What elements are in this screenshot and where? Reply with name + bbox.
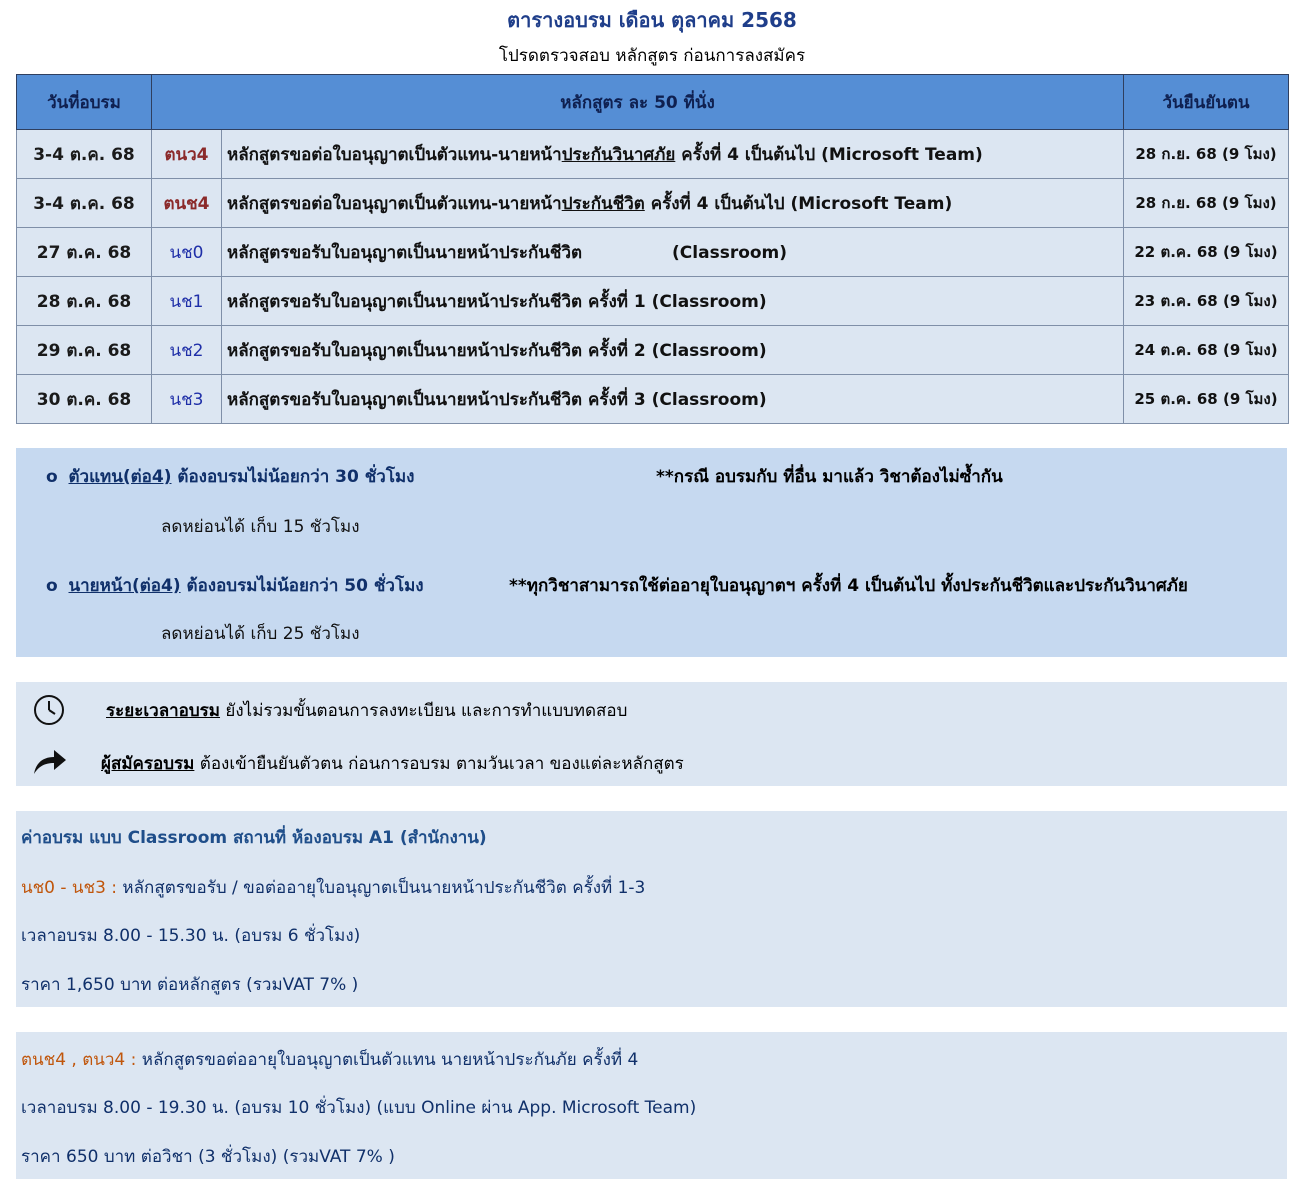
online-price: ราคา 650 บาท ต่อวิชา (3 ชั่วโมง) (รวมVAT 7% ): [21, 1147, 395, 1167]
table-row: [17, 375, 1289, 424]
row-code: นช0: [152, 228, 222, 277]
row-course: หลักสูตรขอรับใบอนุญาตเป็นนายหน้าประกันชีวิต ครั้งที่ 2 (Classroom): [222, 326, 1124, 375]
online-fee-panel: [16, 1032, 1287, 1179]
course-text: หลักสูตรขอต่อใบอนุญาตเป็นตัวแทน-นายหน้า: [227, 193, 562, 214]
broker-reduce: ลดหย่อนได้ เก็บ 25 ชัวโมง: [161, 624, 360, 644]
course-text: หลักสูตรขอรับใบอนุญาตเป็นนายหน้าประกันชีวิต: [227, 242, 583, 263]
classroom-heading: ค่าอบรม แบบ Classroom สถานที่ ห้องอบรม A1 (สำนักงาน): [21, 828, 487, 848]
row-date: 29 ต.ค. 68: [17, 326, 152, 375]
course-suffix: (Classroom): [672, 242, 788, 263]
classroom-price: ราคา 1,650 บาท ต่อหลักสูตร (รวมVAT 7% ): [21, 975, 359, 995]
broker-hours-line: [46, 572, 424, 599]
broker-hours-text: ต้องอบรมไม่น้อยกว่า 50 ชั่วโมง: [180, 576, 424, 596]
course-suffix: ครั้งที่ 4 เป็นต้นไป (Microsoft Team): [675, 144, 983, 165]
classroom-time: เวลาอบรม 8.00 - 15.30 น. (อบรม 6 ชั่วโมง): [21, 926, 361, 946]
row-date: 27 ต.ค. 68: [17, 228, 152, 277]
row-date: 3-4 ต.ค. 68: [17, 130, 152, 179]
row-confirm-date: 22 ต.ค. 68 (9 โมง): [1124, 228, 1289, 277]
row-confirm-date: 28 ก.ย. 68 (9 โมง): [1124, 130, 1289, 179]
classroom-courses: [21, 874, 645, 901]
bullet: o: [46, 467, 58, 487]
applicant-text: ต้องเข้ายืนยันตัวตน ก่อนการอบรม ตามวันเวลา ของแต่ละหลักสูตร: [194, 754, 684, 774]
required-hours-panel: [16, 448, 1287, 657]
classroom-codes-text: หลักสูตรขอรับ / ขอต่ออายุใบอนุญาตเป็นนายหน้าประกันชีวิต ครั้งที่ 1-3: [117, 878, 646, 898]
broker-link[interactable]: นายหน้า(ต่อ4): [68, 576, 181, 596]
course-text: หลักสูตรขอต่อใบอนุญาตเป็นตัวแทน-นายหน้า: [227, 144, 562, 165]
clock-icon: [32, 693, 66, 731]
header-date: วันที่อบรม: [17, 75, 152, 130]
row-code: ตนว4: [152, 130, 222, 179]
duration-label: ระยะเวลาอบรม: [106, 701, 221, 721]
row-course: หลักสูตรขอรับใบอนุญาตเป็นนายหน้าประกันชีวิต ครั้งที่ 1 (Classroom): [222, 277, 1124, 326]
row-date: 30 ต.ค. 68: [17, 375, 152, 424]
applicant-notice: [101, 750, 684, 777]
course-underlined: ประกันวินาศภัย: [561, 144, 676, 165]
agent-hours-line: [46, 463, 414, 490]
row-confirm-date: 28 ก.ย. 68 (9 โมง): [1124, 179, 1289, 228]
duration-notice: [106, 697, 627, 724]
online-time: เวลาอบรม 8.00 - 19.30 น. (อบรม 10 ชั่วโมง) (แบบ Online ผ่าน App. Microsoft Team): [21, 1098, 697, 1118]
share-arrow-icon: [32, 748, 68, 780]
classroom-fee-panel: [16, 811, 1287, 1007]
agent-note: **กรณี อบรมกับ ที่อื่น มาแล้ว วิชาต้องไม่ซ้ำกัน: [656, 467, 1003, 487]
row-course: [222, 228, 1124, 277]
row-code: ตนช4: [152, 179, 222, 228]
header-course: หลักสูตร ละ 50 ที่นั่ง: [152, 75, 1124, 130]
page-title: ตารางอบรม เดือน ตุลาคม 2568: [507, 8, 797, 32]
row-code: นช2: [152, 326, 222, 375]
agent-link[interactable]: ตัวแทน(ต่อ4): [68, 467, 172, 487]
row-date: 28 ต.ค. 68: [17, 277, 152, 326]
agent-reduce: ลดหย่อนได้ เก็บ 15 ชัวโมง: [161, 517, 360, 537]
table-row: [17, 179, 1289, 228]
duration-text: ยังไม่รวมขั้นตอนการลงทะเบียน และการทำแบบทดสอบ: [220, 701, 628, 721]
online-courses: [21, 1046, 638, 1073]
broker-note: **ทุกวิชาสามารถใช้ต่ออายุใบอนุญาตฯ ครั้งที่ 4 เป็นต้นไป ทั้งประกันชีวิตและประกันวินาศภัย: [509, 576, 1188, 596]
course-underlined: ประกันชีวิต: [561, 193, 645, 214]
row-course: หลักสูตรขอรับใบอนุญาตเป็นนายหน้าประกันชีวิต ครั้งที่ 3 (Classroom): [222, 375, 1124, 424]
row-confirm-date: 25 ต.ค. 68 (9 โมง): [1124, 375, 1289, 424]
table-row: [17, 277, 1289, 326]
row-confirm-date: 23 ต.ค. 68 (9 โมง): [1124, 277, 1289, 326]
header-confirm: วันยืนยันตน: [1124, 75, 1289, 130]
page-subtitle: โปรดตรวจสอบ หลักสูตร ก่อนการลงสมัคร: [498, 46, 806, 66]
bullet: o: [46, 576, 58, 596]
training-schedule-table: [16, 74, 1289, 424]
table-header-row: [17, 75, 1289, 130]
row-code: นช1: [152, 277, 222, 326]
notice-panel: [16, 682, 1287, 786]
table-row: [17, 130, 1289, 179]
row-code: นช3: [152, 375, 222, 424]
applicant-label: ผู้สมัครอบรม: [101, 754, 195, 774]
online-codes: ตนช4 , ตนว4 :: [21, 1050, 137, 1070]
row-confirm-date: 24 ต.ค. 68 (9 โมง): [1124, 326, 1289, 375]
classroom-codes: นช0 - นช3 :: [21, 878, 118, 898]
online-codes-text: หลักสูตรขอต่ออายุใบอนุญาตเป็นตัวแทน นายหน้าประกันภัย ครั้งที่ 4: [136, 1050, 639, 1070]
agent-hours-text: ต้องอบรมไม่น้อยกว่า 30 ชั่วโมง: [171, 467, 415, 487]
row-course: [222, 130, 1124, 179]
course-suffix: ครั้งที่ 4 เป็นต้นไป (Microsoft Team): [644, 193, 953, 214]
table-row: [17, 326, 1289, 375]
row-date: 3-4 ต.ค. 68: [17, 179, 152, 228]
table-row: [17, 228, 1289, 277]
row-course: [222, 179, 1124, 228]
